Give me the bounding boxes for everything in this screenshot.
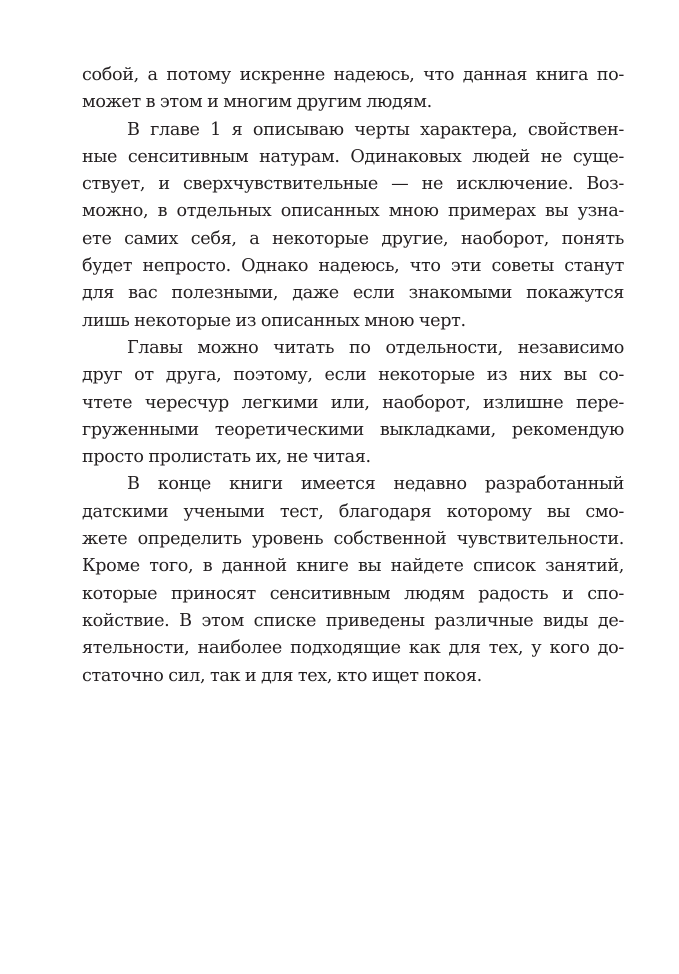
paragraph-first-line: В главе 1 я описываю черты характера, свойствен- [127, 119, 624, 140]
text-line: будет непросто. Однако надеюсь, что эти советы станут [82, 256, 624, 277]
text-line: чтете чересчур легкими или, наоборот, излишне пере- [82, 392, 624, 413]
text-line: можно, в отдельных описанных мною примерах вы узна- [82, 201, 624, 222]
text-line: датскими учеными тест, благодаря которому вы смо- [82, 501, 624, 522]
text-line: груженными теоретическими выкладками, рекомендую [82, 419, 624, 440]
text-line: ные сенситивным натурам. Одинаковых людей не суще- [82, 146, 624, 167]
paragraph-first-line: В конце книги имеется недавно разработанный [127, 474, 624, 495]
body-text [82, 62, 624, 690]
text-line: ствует, и сверхчувствительные — не исключение. Воз- [82, 174, 624, 195]
text-line: которые приносят сенситивным людям радость и спо- [82, 583, 624, 604]
text-line: ете самих себя, а некоторые другие, наоборот, понять [82, 228, 624, 249]
paragraph-first-line: Главы можно читать по отдельности, независимо [127, 337, 624, 358]
text-line: жете определить уровень собственной чувствительности. [82, 529, 624, 550]
text-line: собой, а потому искренне надеюсь, что данная книга по- [82, 65, 624, 85]
text-line: лишь некоторые из описанных мною черт. [82, 310, 466, 331]
text-line: Кроме того, в данной книге вы найдете список занятий, [82, 556, 624, 577]
text-line: ятельности, наиболее подходящие как для тех, у кого до- [82, 638, 624, 659]
text-line: статочно сил, так и для тех, кто ищет покоя. [82, 665, 482, 686]
text-line: для вас полезными, даже если знакомыми покажутся [82, 283, 624, 304]
text-line: койствие. В этом списке приведены различные виды де- [82, 610, 624, 631]
text-line: просто пролистать их, не читая. [82, 447, 371, 468]
text-line: может в этом и многим другим людям. [82, 92, 432, 113]
text-line: друг от друга, поэтому, если некоторые из них вы со- [82, 365, 624, 386]
